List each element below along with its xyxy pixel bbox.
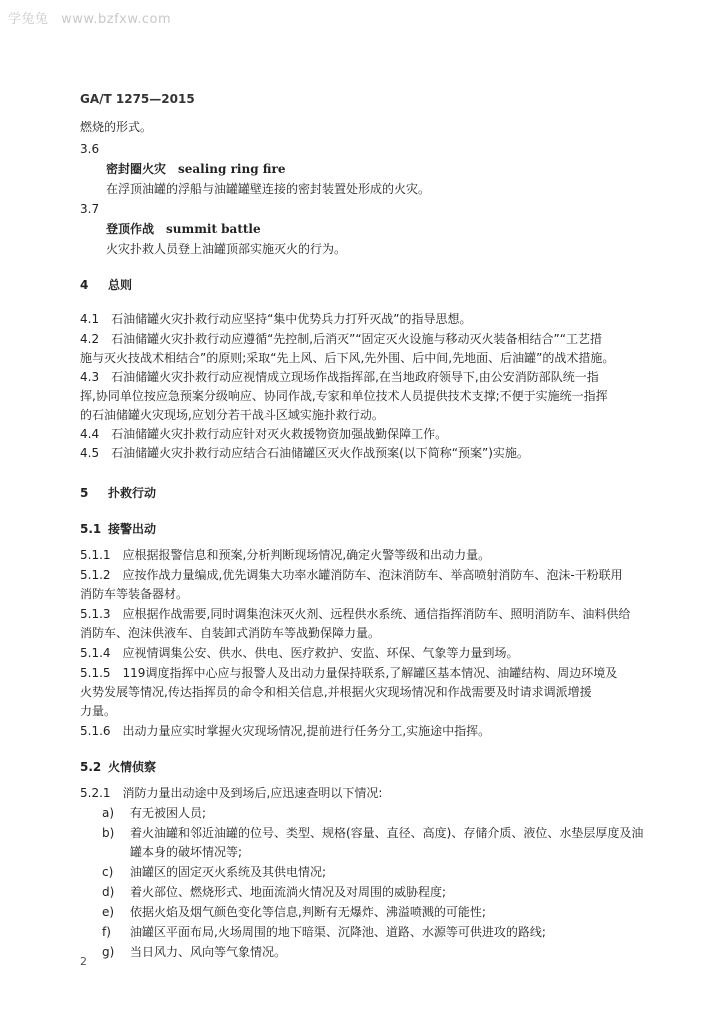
section-number: 4 [80,278,89,292]
section-title: 扑救行动 [108,486,157,500]
paragraph-line: 5.2.1 消防力量出动途中及到场后,应迅速查明以下情况: [80,786,383,800]
section-title: 总则 [108,278,133,292]
section-heading [80,276,132,294]
term-chinese: 密封圈火灾 [106,162,167,176]
term-english: summit battle [166,222,261,236]
standard-code: GA/T 1275—2015 [80,92,195,106]
term-chinese: 登顶作战 [106,222,155,236]
paragraph-line: 力量。 [80,704,117,718]
paragraph-line: 5.1.2 应按作战力量编成,优先调集大功率水罐消防车、泡沫消防车、举高喷射消防车、泡沫-干粉联用 [80,568,623,582]
list-item-marker: f) [102,925,111,939]
list-item-text: 着火油罐和邻近油罐的位号、类型、规格(容量、直径、高度)、存储介质、液位、水垫层厚度及油 [130,826,644,840]
term-heading [106,220,261,238]
list-item-marker: e) [102,905,115,919]
paragraph-line: 4.5 石油储罐火灾扑救行动应结合石油储罐区灭火作战预案(以下简称“预案”)实施。 [80,446,529,460]
list-item-marker: d) [102,885,115,899]
paragraph-line: 消防车、泡沫供液车、自装卸式消防车等战勤保障力量。 [80,626,381,640]
watermark [8,8,179,27]
list-item [102,804,206,822]
paragraph-line: 4.3 石油储罐火灾扑救行动应视情成立现场作战指挥部,在当地政府领导下,由公安消防部队统一指 [80,370,599,384]
list-item [102,903,486,921]
page-number: 2 [80,955,87,968]
paragraph-line: 4.1 石油储罐火灾扑救行动应坚持“集中优势兵力打歼灭战”的指导思想。 [80,312,472,326]
list-item [102,943,286,961]
paragraph-line: 消防车等装备器材。 [80,587,189,601]
paragraph-line: 4.2 石油储罐火灾扑救行动应遵循“先控制,后消灭”“固定灭火设施与移动灭火装备相结合”“工艺措 [80,332,602,346]
clause-number: 3.6 [80,142,100,156]
paragraph-line: 的石油储罐火灾现场,应划分若干战斗区域实施扑救行动。 [80,408,384,422]
watermark-url: www.bzfxw.com [61,12,172,27]
term-definition: 在浮顶油罐的浮船与油罐罐壁连接的密封装置处形成的火灾。 [106,182,431,196]
paragraph-line: 5.1.5 119调度指挥中心应与报警人及出动力量保持联系,了解罐区基本情况、油罐结构、周边环境及 [80,666,618,680]
section-heading [80,484,156,502]
paragraph-line: 4.4 石油储罐火灾扑救行动应针对灭火救援物资加强战勤保障工作。 [80,427,448,441]
term-english: sealing ring fire [178,162,286,176]
paragraph-line: 5.1.4 应视情调集公安、供水、供电、医疗救护、安监、环保、气象等力量到场。 [80,646,519,660]
paragraph-line: 5.1.1 应根据报警信息和预案,分析判断现场情况,确定火警等级和出动力量。 [80,548,491,562]
list-item-text: 当日风力、风向等气象情况。 [130,945,287,959]
list-item-marker: a) [102,806,115,820]
list-item-text: 着火部位、燃烧形式、地面流淌火情况及对周围的威胁程度; [130,885,447,899]
list-item-continuation [102,843,242,861]
list-item-text: 依据火焰及烟气颜色变化等信息,判断有无爆炸、沸溢喷溅的可能性; [130,905,486,919]
subsection-number: 5.2 [80,760,102,774]
paragraph-line: 挥,协同单位按应急预案分级响应、协同作战,专家和单位技术人员提供技术支撑;不便于实施统一指挥 [80,389,608,403]
term-definition: 火灾扑救人员登上油罐顶部实施灭火的行为。 [106,242,347,256]
list-item-text: 油罐区平面布局,火场周围的地下暗渠、沉降池、道路、水源等可供进攻的路线; [130,925,546,939]
clause-number: 3.7 [80,202,100,216]
list-item [102,923,546,941]
section-number: 5 [80,486,89,500]
paragraph-line: 燃烧的形式。 [80,120,153,134]
watermark-site-name: 学兔兔 [8,12,49,27]
list-item-text: 有无被困人员; [130,806,207,820]
list-item-marker: b) [102,826,115,840]
term-heading [106,160,285,178]
paragraph-line: 火势发展等情况,传达指挥员的命令和相关信息,并根据火灾现场情况和作战需要及时请求调派增援 [80,685,592,699]
list-item-marker: c) [102,865,114,879]
subsection-heading [80,520,156,538]
subsection-number: 5.1 [80,522,102,536]
list-item-marker: g) [102,945,115,959]
list-item [102,863,326,881]
subsection-title: 火情侦察 [108,760,157,774]
list-item [102,883,446,901]
list-item-text: 油罐区的固定灭火系统及其供电情况; [130,865,327,879]
list-item-text: 罐本身的破坏情况等; [130,845,243,859]
subsection-heading [80,758,156,776]
paragraph-line: 5.1.3 应根据作战需要,同时调集泡沫灭火剂、远程供水系统、通信指挥消防车、照明消防车、油料供给 [80,607,631,621]
subsection-title: 接警出动 [108,522,157,536]
list-item [102,824,643,842]
paragraph-line: 施与灭火技战术相结合”的原则;采取“先上风、后下风,先外围、后中间,先地面、后油罐”的战术措施。 [80,351,615,365]
paragraph-line: 5.1.6 出动力量应实时掌握火灾现场情况,提前进行任务分工,实施途中指挥。 [80,724,491,738]
